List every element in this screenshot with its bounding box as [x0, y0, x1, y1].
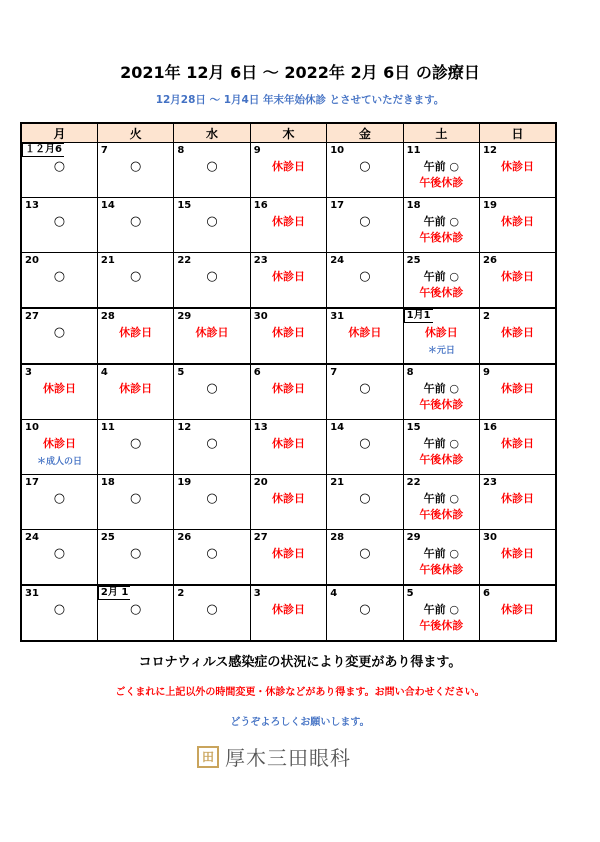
open-mark: ○ — [359, 546, 371, 561]
closed-label: 休診日 — [271, 160, 305, 173]
day-number: 15 — [406, 422, 421, 433]
day-number: 4 — [100, 367, 108, 378]
morning-open-label: 午前 ○ — [423, 437, 460, 450]
day-status — [174, 270, 249, 284]
day-cell — [403, 420, 479, 475]
day-cell — [21, 253, 97, 309]
open-mark: ○ — [206, 381, 218, 396]
day-cell — [480, 198, 556, 253]
afternoon-closed-label: 午後休診 — [419, 563, 464, 576]
day-cell — [174, 530, 250, 586]
day-cell — [403, 585, 479, 641]
day-cell — [21, 420, 97, 475]
weekday-header: 金 — [327, 123, 403, 143]
day-number: 24 — [330, 255, 345, 266]
open-mark: ○ — [206, 602, 218, 617]
day-status — [251, 270, 326, 284]
day-status — [404, 603, 479, 633]
day-number: 29 — [406, 532, 421, 543]
day-cell — [97, 530, 173, 586]
day-number: 14 — [330, 422, 345, 433]
day-status — [480, 603, 555, 617]
day-number: 17 — [330, 200, 345, 211]
day-status — [327, 492, 402, 506]
weekday-header-row — [21, 123, 556, 143]
day-status — [251, 547, 326, 561]
day-status — [98, 270, 173, 284]
day-status — [480, 326, 555, 340]
open-mark: ○ — [53, 491, 66, 506]
day-status — [98, 547, 173, 561]
closed-label: 休診日 — [501, 603, 535, 616]
day-cell — [21, 198, 97, 253]
day-cell — [480, 585, 556, 641]
day-number: 16 — [253, 200, 268, 211]
weekday-header: 火 — [97, 123, 173, 143]
day-status — [98, 160, 173, 174]
day-number: 21 — [330, 477, 345, 488]
day-number: 13 — [253, 422, 268, 433]
closed-label: 休診日 — [501, 270, 535, 283]
week-row — [21, 420, 556, 475]
closed-label: 休診日 — [501, 326, 535, 339]
open-mark: ○ — [206, 491, 218, 506]
day-status — [251, 326, 326, 340]
day-number: 31 — [25, 588, 39, 599]
day-cell — [174, 364, 250, 420]
day-number: 2 — [177, 588, 185, 599]
closed-label: 休診日 — [42, 382, 76, 395]
day-cell — [21, 475, 97, 530]
day-status — [404, 270, 479, 300]
day-number: 23 — [483, 477, 497, 488]
day-cell — [97, 475, 173, 530]
day-cell — [97, 143, 173, 198]
holiday-note: ＊元日 — [427, 346, 455, 356]
holiday-note: ＊成人の日 — [36, 457, 82, 467]
closed-label: 休診日 — [271, 492, 305, 505]
day-status — [327, 326, 402, 340]
closed-label: 休診日 — [271, 382, 305, 395]
day-status — [404, 326, 479, 358]
day-status — [22, 603, 97, 617]
day-cell — [327, 530, 403, 586]
closed-label: 休診日 — [271, 215, 305, 228]
day-cell — [250, 475, 326, 530]
day-cell — [403, 253, 479, 309]
open-mark: ○ — [359, 436, 371, 451]
day-status — [22, 270, 97, 284]
day-status — [22, 547, 97, 561]
afternoon-closed-label: 午後休診 — [419, 398, 464, 411]
page-title: 2021年 12月 6日 〜 2022年 2月 6日 の診療日 — [120, 63, 480, 82]
open-mark: ○ — [53, 214, 66, 229]
afternoon-closed-label: 午後休診 — [419, 231, 464, 244]
open-mark: ○ — [359, 159, 371, 174]
day-status — [98, 382, 173, 396]
day-status — [98, 326, 173, 340]
day-status — [404, 160, 479, 190]
day-cell — [174, 253, 250, 309]
day-number: 7 — [100, 145, 108, 156]
day-status — [327, 547, 402, 561]
day-cell — [250, 364, 326, 420]
closed-label: 休診日 — [271, 547, 305, 560]
day-status — [98, 492, 173, 506]
morning-open-label: 午前 ○ — [423, 547, 460, 560]
day-cell — [327, 308, 403, 364]
day-number: 9 — [253, 145, 261, 156]
closed-label: 休診日 — [119, 326, 153, 339]
day-number: 23 — [253, 255, 268, 266]
day-status — [174, 382, 249, 396]
day-cell — [327, 253, 403, 309]
closed-label: 休診日 — [271, 326, 305, 339]
covid-notice: コロナウィルス感染症の状況により変更があり得ます。 — [138, 655, 462, 670]
weekday-header: 日 — [480, 123, 556, 143]
day-number: 16 — [483, 422, 497, 433]
day-status — [327, 160, 402, 174]
open-mark: ○ — [206, 436, 218, 451]
day-cell — [327, 364, 403, 420]
day-status — [22, 215, 97, 229]
closed-label: 休診日 — [119, 382, 153, 395]
open-mark: ○ — [359, 381, 371, 396]
day-cell — [327, 143, 403, 198]
day-status — [174, 215, 249, 229]
day-number: 12 — [177, 422, 192, 433]
open-mark: ○ — [129, 602, 142, 617]
closed-label: 休診日 — [501, 547, 535, 560]
week-row — [21, 530, 556, 586]
open-mark: ○ — [53, 159, 66, 174]
logo-mark-icon: 田 — [197, 746, 219, 768]
day-cell — [403, 475, 479, 530]
day-number: 29 — [177, 311, 192, 322]
morning-open-label: 午前 ○ — [423, 215, 460, 228]
closed-label: 休診日 — [501, 215, 535, 228]
afternoon-closed-label: 午後休診 — [419, 453, 464, 466]
day-status — [22, 382, 97, 396]
closed-label: 休診日 — [424, 326, 458, 339]
day-number: 28 — [330, 532, 345, 543]
week-row — [21, 475, 556, 530]
day-cell — [480, 530, 556, 586]
day-number: 8 — [406, 367, 414, 378]
weekday-header: 水 — [174, 123, 250, 143]
day-cell — [480, 143, 556, 198]
day-cell — [174, 475, 250, 530]
day-cell — [97, 364, 173, 420]
day-number: 2 — [483, 311, 490, 322]
day-number: １２月6 — [22, 143, 64, 157]
day-number: 7 — [330, 367, 338, 378]
day-cell — [97, 198, 173, 253]
day-number: 12 — [483, 145, 497, 156]
morning-open-label: 午前 ○ — [423, 270, 460, 283]
day-cell — [97, 585, 173, 641]
day-cell — [250, 530, 326, 586]
day-status — [251, 492, 326, 506]
day-status — [480, 437, 555, 451]
day-status — [22, 326, 97, 340]
day-number: 3 — [25, 367, 32, 378]
day-number: 28 — [100, 311, 115, 322]
day-cell — [327, 198, 403, 253]
day-number: 3 — [253, 588, 261, 599]
day-number: 26 — [177, 532, 192, 543]
day-status — [174, 603, 249, 617]
day-number: 11 — [406, 145, 421, 156]
day-status — [98, 603, 173, 617]
day-cell — [403, 143, 479, 198]
day-status — [480, 547, 555, 561]
afternoon-closed-label: 午後休診 — [419, 176, 464, 189]
closed-label: 休診日 — [501, 437, 535, 450]
morning-open-label: 午前 ○ — [423, 160, 460, 173]
day-status — [22, 437, 97, 469]
day-status — [480, 382, 555, 396]
day-cell — [250, 308, 326, 364]
day-status — [251, 437, 326, 451]
day-number: 14 — [100, 200, 115, 211]
day-status — [251, 603, 326, 617]
clinic-name: 厚木三田眼科 — [225, 746, 351, 770]
day-number: 13 — [25, 200, 39, 211]
day-status — [404, 492, 479, 522]
open-mark: ○ — [129, 214, 142, 229]
closed-label: 休診日 — [271, 437, 305, 450]
day-cell — [250, 143, 326, 198]
open-mark: ○ — [53, 546, 66, 561]
day-cell — [403, 198, 479, 253]
weekday-header: 木 — [250, 123, 326, 143]
week-row — [21, 585, 556, 641]
afternoon-closed-label: 午後休診 — [419, 619, 464, 632]
weekday-header: 土 — [403, 123, 479, 143]
day-status — [480, 270, 555, 284]
day-number: 21 — [100, 255, 115, 266]
day-status — [174, 492, 249, 506]
day-status — [174, 160, 249, 174]
day-cell — [21, 308, 97, 364]
morning-open-label: 午前 ○ — [423, 492, 460, 505]
day-cell — [97, 253, 173, 309]
closed-label: 休診日 — [42, 437, 76, 450]
day-cell — [250, 253, 326, 309]
day-status — [480, 160, 555, 174]
day-number: 5 — [406, 588, 414, 599]
change-notice: ごくまれに上記以外の時間変更・休診などがあり得ます。お問い合わせください。 — [115, 687, 485, 698]
open-mark: ○ — [359, 214, 371, 229]
day-number: 30 — [253, 311, 268, 322]
day-cell — [480, 308, 556, 364]
open-mark: ○ — [129, 436, 142, 451]
day-number: 4 — [330, 588, 338, 599]
day-cell — [327, 420, 403, 475]
day-cell — [174, 420, 250, 475]
day-number: 27 — [253, 532, 268, 543]
closed-label: 休診日 — [501, 492, 535, 505]
day-status — [251, 215, 326, 229]
day-number: 2月 1 — [98, 586, 130, 600]
morning-open-label: 午前 ○ — [423, 603, 460, 616]
week-row — [21, 308, 556, 364]
day-status — [22, 160, 97, 174]
open-mark: ○ — [53, 602, 66, 617]
day-number: 5 — [177, 367, 185, 378]
day-number: 18 — [406, 200, 421, 211]
day-cell — [480, 364, 556, 420]
day-status — [22, 492, 97, 506]
open-mark: ○ — [206, 546, 218, 561]
open-mark: ○ — [129, 546, 142, 561]
day-cell — [97, 420, 173, 475]
week-row — [21, 364, 556, 420]
day-number: 31 — [330, 311, 345, 322]
day-status — [404, 382, 479, 412]
day-number: 15 — [177, 200, 192, 211]
day-status — [480, 492, 555, 506]
day-status — [327, 603, 402, 617]
day-cell — [403, 308, 479, 364]
day-number: 10 — [25, 422, 39, 433]
day-number: 27 — [25, 311, 39, 322]
open-mark: ○ — [359, 491, 371, 506]
day-status — [480, 215, 555, 229]
day-cell — [480, 475, 556, 530]
day-number: 20 — [25, 255, 39, 266]
open-mark: ○ — [129, 159, 142, 174]
closed-label: 休診日 — [195, 326, 229, 339]
day-cell — [21, 585, 97, 641]
open-mark: ○ — [53, 269, 66, 284]
open-mark: ○ — [129, 269, 142, 284]
day-number: 8 — [177, 145, 185, 156]
day-number: 10 — [330, 145, 345, 156]
day-status — [174, 326, 249, 340]
day-cell — [327, 475, 403, 530]
calendar-table — [20, 122, 557, 642]
open-mark: ○ — [206, 269, 218, 284]
day-number: 9 — [483, 367, 490, 378]
week-row — [21, 253, 556, 309]
open-mark: ○ — [129, 491, 142, 506]
day-cell — [174, 198, 250, 253]
closing-greeting: どうぞよろしくお願いします。 — [230, 717, 370, 728]
morning-open-label: 午前 ○ — [423, 382, 460, 395]
clinic-logo — [197, 742, 351, 771]
holiday-notice: 12月28日 〜 1月4日 年末年始休診 とさせていただきます。 — [155, 94, 445, 106]
day-number: 25 — [406, 255, 421, 266]
day-status — [174, 437, 249, 451]
day-cell — [403, 530, 479, 586]
day-number: 22 — [406, 477, 421, 488]
day-cell — [21, 364, 97, 420]
day-status — [251, 160, 326, 174]
closed-label: 休診日 — [501, 160, 535, 173]
day-number: 6 — [253, 367, 261, 378]
day-cell — [174, 585, 250, 641]
afternoon-closed-label: 午後休診 — [419, 508, 464, 521]
day-cell — [174, 308, 250, 364]
closed-label: 休診日 — [501, 382, 535, 395]
day-number: 11 — [100, 422, 115, 433]
day-cell — [250, 585, 326, 641]
day-cell — [21, 530, 97, 586]
day-status — [98, 215, 173, 229]
closed-label: 休診日 — [271, 603, 305, 616]
day-status — [404, 547, 479, 577]
day-cell — [97, 308, 173, 364]
day-number: 6 — [483, 588, 490, 599]
afternoon-closed-label: 午後休診 — [419, 286, 464, 299]
day-number: 26 — [483, 255, 497, 266]
day-number: 24 — [25, 532, 39, 543]
day-number: 22 — [177, 255, 192, 266]
day-cell — [403, 364, 479, 420]
day-status — [404, 215, 479, 245]
closed-label: 休診日 — [348, 326, 382, 339]
day-status — [327, 215, 402, 229]
day-number: 19 — [483, 200, 497, 211]
day-status — [174, 547, 249, 561]
week-row — [21, 198, 556, 253]
day-number: 30 — [483, 532, 497, 543]
day-cell — [480, 420, 556, 475]
open-mark: ○ — [206, 214, 218, 229]
closed-label: 休診日 — [271, 270, 305, 283]
day-status — [327, 437, 402, 451]
day-cell — [327, 585, 403, 641]
day-status — [98, 437, 173, 451]
day-number: 18 — [100, 477, 115, 488]
open-mark: ○ — [359, 602, 371, 617]
day-status — [251, 382, 326, 396]
day-number: 25 — [100, 532, 115, 543]
day-number: 19 — [177, 477, 192, 488]
open-mark: ○ — [53, 325, 66, 340]
day-cell — [21, 143, 97, 198]
day-status — [327, 270, 402, 284]
day-cell — [250, 420, 326, 475]
open-mark: ○ — [206, 159, 218, 174]
day-number: 17 — [25, 477, 39, 488]
day-cell — [480, 253, 556, 309]
week-row — [21, 143, 556, 198]
day-number: 1月1 — [404, 309, 433, 323]
day-number: 20 — [253, 477, 268, 488]
open-mark: ○ — [359, 269, 371, 284]
day-cell — [174, 143, 250, 198]
day-status — [327, 382, 402, 396]
day-status — [404, 437, 479, 467]
weekday-header: 月 — [21, 123, 97, 143]
day-cell — [250, 198, 326, 253]
